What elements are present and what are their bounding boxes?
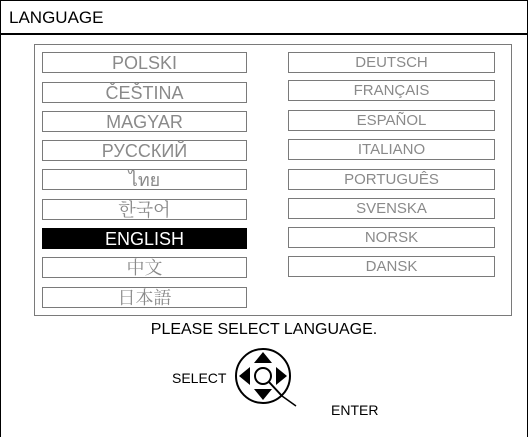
language-option-selected[interactable]: ENGLISH [42,228,247,249]
language-option[interactable]: 日本語 [42,287,247,308]
language-option[interactable]: PORTUGUÊS [288,169,495,190]
language-option[interactable]: POLSKI [42,52,247,73]
language-option[interactable]: ČEŠTINA [42,82,247,103]
select-label: SELECT [172,370,227,386]
enter-label: ENTER [331,402,379,418]
language-option[interactable]: 한국어 [42,199,247,220]
language-option[interactable]: FRANÇAIS [288,80,495,101]
language-option[interactable]: 中文 [42,257,247,278]
instruction-text: PLEASE SELECT LANGUAGE. [150,321,378,338]
language-option[interactable]: NORSK [288,227,495,248]
language-option[interactable]: ITALIANO [288,139,495,160]
language-option[interactable]: ESPAÑOL [288,110,495,131]
language-option[interactable]: MAGYAR [42,111,247,132]
language-option[interactable]: DANSK [288,256,495,277]
language-option[interactable]: DEUTSCH [288,52,495,73]
language-option[interactable]: РУССКИЙ [42,140,247,161]
language-option[interactable]: SVENSKA [288,198,495,219]
menu-title: LANGUAGE [9,8,104,27]
dpad-icon [234,346,334,416]
language-option[interactable]: ไทย [42,169,247,190]
title-bar [0,0,528,35]
